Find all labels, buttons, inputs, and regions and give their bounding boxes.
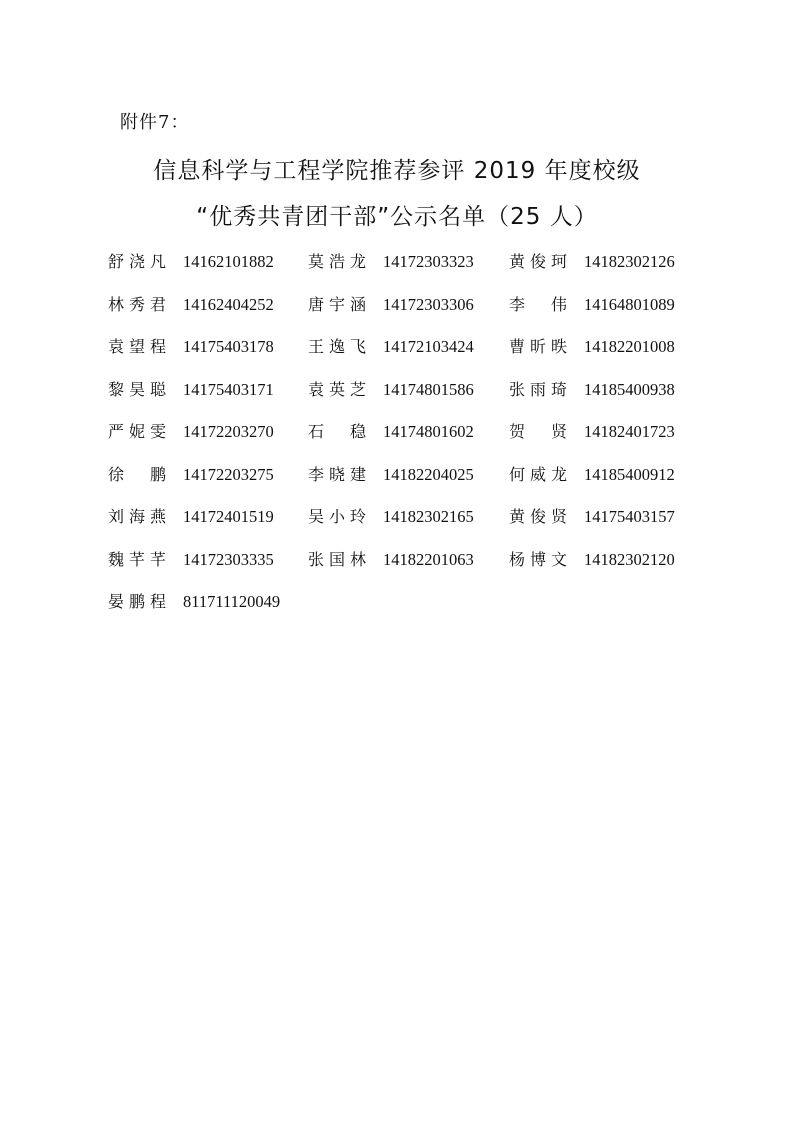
student-id: 14172303306 — [383, 294, 474, 314]
nominee-name: 唐 宇 涵 — [308, 294, 366, 314]
student-id: 14182302126 — [584, 252, 675, 271]
roster-row — [108, 461, 708, 504]
nominee-name: 刘 海 燕 — [108, 507, 166, 526]
student-id: 14172203270 — [183, 422, 274, 441]
student-id: 14174801586 — [383, 379, 474, 399]
student-id: 14174801602 — [383, 422, 474, 441]
nominee-name: 李 晓 建 — [308, 464, 366, 484]
student-id: 14172401519 — [183, 507, 274, 526]
roster-row — [108, 248, 708, 291]
nominee-name: 晏 鹏 程 — [108, 592, 166, 611]
student-id: 14182401723 — [584, 422, 675, 441]
roster-row — [108, 291, 708, 334]
nominee-name: 徐 鹏 — [108, 464, 166, 484]
student-id: 14164801089 — [584, 294, 675, 314]
nominee-name: 黄 俊 珂 — [509, 252, 567, 271]
nominee-name: 袁 望 程 — [108, 337, 166, 356]
student-id: 14182201063 — [383, 549, 474, 569]
roster-row — [108, 588, 708, 631]
nominee-roster — [108, 248, 708, 631]
attachment-label: 附件7： — [120, 112, 190, 133]
roster-row — [108, 418, 708, 461]
nominee-name: 魏 芊 芊 — [108, 549, 166, 569]
student-id: 14172303335 — [183, 549, 274, 569]
student-id: 811711120049 — [183, 592, 281, 611]
student-id: 14175403171 — [183, 379, 274, 399]
nominee-name: 石 稳 — [308, 422, 366, 441]
nominee-name: 王 逸 飞 — [308, 337, 366, 356]
document-title-line-2: “优秀共青团干部”公示名单（25 人） — [196, 204, 598, 230]
student-id: 14162101882 — [183, 252, 274, 271]
nominee-name: 吴 小 玲 — [308, 507, 366, 526]
student-id: 14162404252 — [183, 294, 274, 314]
student-id: 14185400912 — [584, 464, 675, 484]
document-title-line-1: 信息科学与工程学院推荐参评 2019 年度校级 — [153, 158, 641, 184]
student-id: 14172203275 — [183, 464, 274, 484]
nominee-name: 袁 英 芝 — [308, 379, 366, 399]
nominee-name: 林 秀 君 — [108, 294, 166, 314]
roster-row — [108, 376, 708, 419]
student-id: 14175403157 — [584, 507, 675, 526]
student-id: 14185400938 — [584, 379, 675, 399]
nominee-name: 李 伟 — [509, 294, 567, 314]
student-id: 14182201008 — [584, 337, 675, 356]
roster-row — [108, 503, 708, 546]
nominee-name: 莫 浩 龙 — [308, 252, 366, 271]
nominee-name: 张 国 林 — [308, 549, 366, 569]
nominee-name: 贺 贤 — [509, 422, 567, 441]
student-id: 14172303323 — [383, 252, 474, 271]
nominee-name: 杨 博 文 — [509, 549, 567, 569]
student-id: 14175403178 — [183, 337, 274, 356]
nominee-name: 张 雨 琦 — [509, 379, 567, 399]
nominee-name: 曹 昕 昳 — [509, 337, 567, 356]
nominee-name: 黎 昊 聪 — [108, 379, 166, 399]
nominee-name: 严 妮 雯 — [108, 422, 166, 441]
student-id: 14182302165 — [383, 507, 474, 526]
student-id: 14172103424 — [383, 337, 474, 356]
student-id: 14182302120 — [584, 549, 675, 569]
nominee-name: 黄 俊 贤 — [509, 507, 567, 526]
student-id: 14182204025 — [383, 464, 474, 484]
nominee-name: 舒 浇 凡 — [108, 252, 166, 271]
roster-row — [108, 333, 708, 376]
roster-row — [108, 546, 708, 589]
nominee-name: 何 威 龙 — [509, 464, 567, 484]
